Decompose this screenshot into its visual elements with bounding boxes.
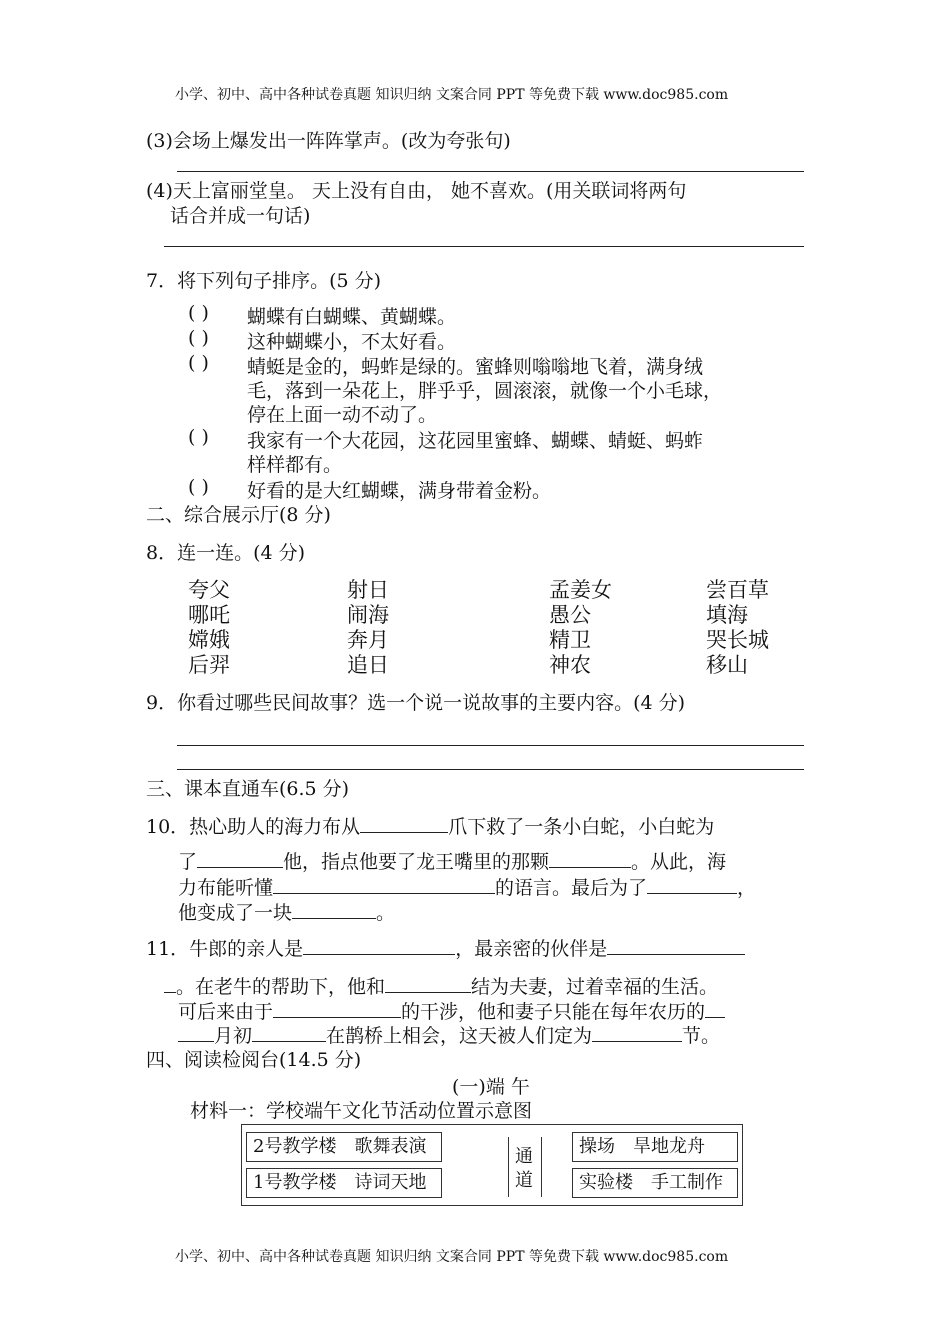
q7-sentence-5: 好看的是大红蝴蝶，满身带着金粉。 xyxy=(247,480,552,502)
q8-col1-item[interactable]: 夸父 xyxy=(188,578,230,602)
q10-blank-4[interactable] xyxy=(273,875,495,894)
q11-text: 11．牛郎的亲人是 xyxy=(146,938,304,960)
q8-col3-item[interactable]: 愚公 xyxy=(549,603,591,627)
q11-text: 可后来由于 xyxy=(178,1001,274,1023)
answer-line-q9-1[interactable] xyxy=(177,745,804,746)
q10-line3 xyxy=(178,873,756,900)
q10-text: ， xyxy=(737,877,757,899)
map-playground[interactable] xyxy=(572,1132,738,1162)
q10-line1 xyxy=(146,812,714,839)
passage-char-1: 通 xyxy=(515,1146,533,1167)
map-building-2[interactable] xyxy=(246,1132,442,1162)
q10-text: 了 xyxy=(178,851,198,873)
q7-paren-2[interactable]: ( ) xyxy=(188,327,209,349)
map-place: 操场 xyxy=(579,1136,615,1157)
q10-blank-2[interactable] xyxy=(197,849,283,868)
section-3-title: 三、课本直通车(6.5 分) xyxy=(146,778,350,800)
section-4-title: 四、阅读检阅台(14.5 分) xyxy=(146,1049,362,1071)
q11-text: 结为夫妻，过着幸福的生活。 xyxy=(471,976,719,998)
q11-blank-2-cont[interactable] xyxy=(164,974,176,993)
q6-item3: (3)会场上爆发出一阵阵掌声。(改为夸张句) xyxy=(146,130,511,152)
map-building-1[interactable] xyxy=(246,1168,442,1198)
q8-col1-item[interactable]: 哪吒 xyxy=(188,603,230,627)
q11-blank-6[interactable] xyxy=(252,1023,326,1042)
answer-line-q6-4[interactable] xyxy=(164,246,804,247)
q11-blank-5[interactable] xyxy=(705,999,725,1018)
q11-text: 在鹊桥上相会，这天被人们定为 xyxy=(326,1025,593,1047)
q7-sentence-2: 这种蝴蝶小，不太好看。 xyxy=(247,331,457,353)
q8-col4-item[interactable]: 移山 xyxy=(706,653,748,677)
page-header: 小学、初中、高中各种试卷真题 知识归纳 文案合同 PPT 等免费下载 www.doc985.com xyxy=(175,87,729,103)
q8-col2-item[interactable]: 奔月 xyxy=(347,628,389,652)
answer-line-q6-3[interactable] xyxy=(177,171,804,172)
q7-sentence-3c: 停在上面一动不动了。 xyxy=(247,404,438,426)
q10-text: 的语言。最后为了 xyxy=(495,877,648,899)
material-text: 学校端午文化节活动位置示意图 xyxy=(266,1100,533,1122)
q11-line2 xyxy=(164,972,718,999)
q11-blank-3[interactable] xyxy=(385,974,471,993)
map-activity: 旱地龙舟 xyxy=(633,1136,705,1157)
q11-line3 xyxy=(178,997,725,1024)
answer-line-q9-2[interactable] xyxy=(177,769,804,770)
q10-line4 xyxy=(178,898,395,925)
q9-title: 9．你看过哪些民间故事？选一个说一说故事的主要内容。(4 分) xyxy=(146,692,686,714)
q11-text: 的干涉，他和妻子只能在每年农历的 xyxy=(401,1001,706,1023)
q10-text: 他，指点他要了龙王嘴里的那颗 xyxy=(283,851,550,873)
q8-col3-item[interactable]: 精卫 xyxy=(549,628,591,652)
map-place: 2号教学楼 xyxy=(253,1136,337,1157)
q10-line2 xyxy=(178,847,726,874)
q10-text: 他变成了一块 xyxy=(178,902,293,924)
material-label: 材料一： xyxy=(190,1100,267,1122)
q11-blank-1[interactable] xyxy=(303,936,455,955)
q7-paren-3[interactable]: ( ) xyxy=(188,352,209,374)
q11-text: 。在老牛的帮助下，他和 xyxy=(176,976,386,998)
q10-text: 10．热心助人的海力布从 xyxy=(146,816,361,838)
q10-blank-6[interactable] xyxy=(292,900,376,919)
q11-line4 xyxy=(178,1021,720,1048)
map-activity: 歌舞表演 xyxy=(354,1136,427,1157)
q7-sentence-3a: 蜻蜓是金的，蚂蚱是绿的。蜜蜂则嗡嗡地飞着，满身绒 xyxy=(247,356,704,378)
q11-blank-7[interactable] xyxy=(592,1023,682,1042)
q7-paren-5[interactable]: ( ) xyxy=(188,476,209,498)
q7-sentence-3b: 毛，落到一朵花上，胖乎乎，圆滚滚，就像一个小毛球， xyxy=(247,380,723,402)
q8-col2-item[interactable]: 闹海 xyxy=(347,603,389,627)
q7-paren-4[interactable]: ( ) xyxy=(188,426,209,448)
q11-blank-4[interactable] xyxy=(273,999,401,1018)
q11-text: 节。 xyxy=(682,1025,721,1047)
q8-col2-item[interactable]: 射日 xyxy=(347,578,389,602)
reading-title: (一)端 午 xyxy=(452,1076,530,1098)
q11-text: 月初 xyxy=(214,1025,253,1047)
q8-col3-item[interactable]: 神农 xyxy=(549,653,591,677)
q10-blank-5[interactable] xyxy=(647,875,737,894)
q8-col1-item[interactable]: 嫦娥 xyxy=(188,628,230,652)
q7-paren-1[interactable]: ( ) xyxy=(188,302,209,324)
q10-blank-1[interactable] xyxy=(360,814,448,833)
q10-text: 。从此，海 xyxy=(631,851,727,873)
q11-blank-5-cont[interactable] xyxy=(178,1023,214,1042)
q7-sentence-1: 蝴蝶有白蝴蝶、黄蝴蝶。 xyxy=(247,306,457,328)
section-2-title: 二、综合展示厅(8 分) xyxy=(146,504,331,526)
q10-text: 力布能听懂 xyxy=(178,877,274,899)
q10-blank-3[interactable] xyxy=(549,849,631,868)
q11-text: ，最亲密的伙伴是 xyxy=(455,938,608,960)
q8-title: 8．连一连。(4 分) xyxy=(146,542,306,564)
q10-text: 爪下救了一条小白蛇，小白蛇为 xyxy=(448,816,715,838)
passage-left-border xyxy=(508,1137,509,1197)
q11-blank-2[interactable] xyxy=(607,936,745,955)
map-place: 实验楼 xyxy=(579,1172,633,1193)
q8-col4-item[interactable]: 尝百草 xyxy=(706,578,769,602)
material-caption xyxy=(190,1096,532,1123)
passage-right-border xyxy=(541,1137,542,1197)
map-lab-building[interactable] xyxy=(572,1168,738,1198)
q6-item4-line1: (4)天上富丽堂皇。 天上没有自由， 她不喜欢。(用关联词将两句 xyxy=(146,180,687,202)
passage-char-2: 道 xyxy=(515,1170,533,1191)
q8-col4-item[interactable]: 填海 xyxy=(706,603,748,627)
q7-sentence-4a: 我家有一个大花园，这花园里蜜蜂、蝴蝶、蜻蜓、蚂蚱 xyxy=(247,430,704,452)
q7-title: 7．将下列句子排序。(5 分) xyxy=(146,270,382,292)
q8-col4-item[interactable]: 哭长城 xyxy=(706,628,769,652)
q11-line1 xyxy=(146,934,745,961)
page-footer: 小学、初中、高中各种试卷真题 知识归纳 文案合同 PPT 等免费下载 www.doc985.com xyxy=(175,1249,729,1265)
q8-col2-item[interactable]: 追日 xyxy=(347,653,389,677)
map-place: 1号教学楼 xyxy=(253,1172,337,1193)
q8-col3-item[interactable]: 孟姜女 xyxy=(549,578,612,602)
map-activity: 诗词天地 xyxy=(354,1172,427,1193)
q8-col1-item[interactable]: 后羿 xyxy=(188,653,230,677)
q10-text: 。 xyxy=(376,902,396,924)
map-activity: 手工制作 xyxy=(651,1172,723,1193)
q6-item4-line2: 话合并成一句话) xyxy=(170,205,311,227)
q7-sentence-4b: 样样都有。 xyxy=(247,454,343,476)
